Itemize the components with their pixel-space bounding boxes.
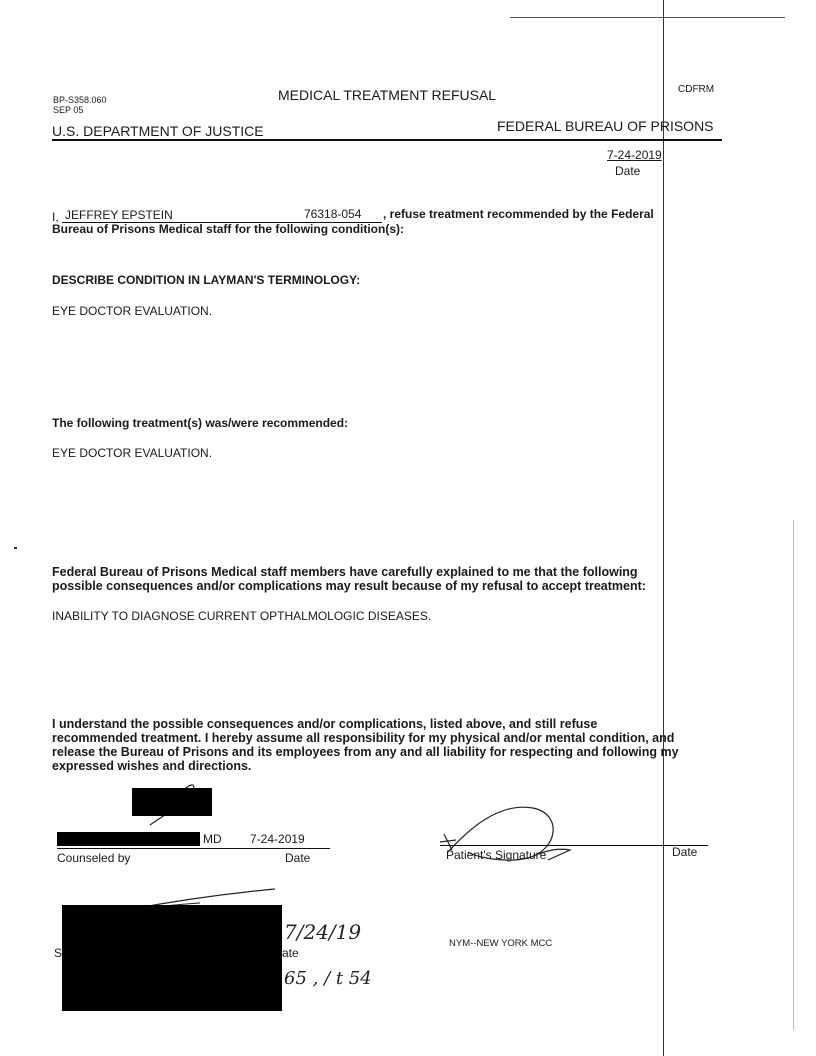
form-code: CDFRM <box>678 84 715 95</box>
witness-handwritten-date: 7/24/19 <box>284 920 362 944</box>
treatment-value: EYE DOCTOR EVALUATION. <box>52 446 213 460</box>
patient-signature-scribble <box>438 800 588 880</box>
scan-vertical-line <box>663 0 664 1056</box>
inmate-name: JEFFREY EPSTEIN <box>65 208 173 222</box>
form-number: BP-S358.060 <box>53 95 107 105</box>
treatment-heading: The following treatment(s) was/were recommended: <box>52 416 349 430</box>
header-date-value: 7-24-2019 <box>607 148 662 162</box>
redaction-block <box>132 788 212 816</box>
consequences-value: INABILITY TO DIAGNOSE CURRENT OPTHALMOLOGIC DISEASES. <box>52 609 432 623</box>
witness-handwritten-time: 65 , / t 54 <box>284 968 372 989</box>
form-revision: SEP 05 <box>53 105 84 115</box>
institution-name: NYM--NEW YORK MCC <box>449 938 553 949</box>
acknowledgement-line3: release the Bureau of Prisons and its employees from any and all liability for respecting and following my <box>52 745 679 759</box>
redaction-block <box>62 905 282 1011</box>
statement-prefix: I, <box>52 210 59 224</box>
counselor-date-label: Date <box>285 851 311 865</box>
acknowledgement-line2: recommended treatment. I hereby assume all responsibility for my physical and/or mental condition, and <box>52 731 675 745</box>
condition-value: EYE DOCTOR EVALUATION. <box>52 304 213 318</box>
acknowledgement-line4: expressed wishes and directions. <box>52 759 252 773</box>
counselor-label: Counseled by <box>57 851 131 865</box>
header-date-label: Date <box>615 164 641 178</box>
consequences-line2: possible consequences and/or complications may result because of my refusal to accept treatment: <box>52 579 646 593</box>
witness-label-start: S <box>54 946 63 960</box>
top-scan-line <box>510 17 785 18</box>
patient-signature-label: Patient's Signature <box>446 848 547 862</box>
acknowledgement-line1: I understand the possible consequences and/or complications, listed above, and still refuse <box>52 717 598 731</box>
witness-date-label: ate <box>282 946 299 960</box>
consequences-line1: Federal Bureau of Prisons Medical staff members have carefully explained to me that the following <box>52 565 638 579</box>
counselor-signature-line <box>57 848 330 849</box>
form-title: MEDICAL TREATMENT REFUSAL <box>278 87 497 103</box>
header-rule <box>52 139 722 141</box>
scan-dot <box>14 547 17 549</box>
counselor-suffix: MD <box>203 832 222 846</box>
patient-date-label: Date <box>672 845 698 859</box>
counselor-date: 7-24-2019 <box>250 832 305 846</box>
bureau-name: FEDERAL BUREAU OF PRISONS <box>497 118 714 134</box>
department-name: U.S. DEPARTMENT OF JUSTICE <box>52 123 264 139</box>
right-edge-scan-marks <box>793 520 794 1030</box>
redaction-block <box>57 832 200 846</box>
statement-line1-suffix: , refuse treatment recommended by the Federal <box>383 207 654 221</box>
statement-line2: Bureau of Prisons Medical staff for the following condition(s): <box>52 222 405 236</box>
condition-heading: DESCRIBE CONDITION IN LAYMAN'S TERMINOLOGY: <box>52 273 361 287</box>
patient-signature-line <box>440 845 708 846</box>
register-number: 76318-054 <box>304 207 362 221</box>
